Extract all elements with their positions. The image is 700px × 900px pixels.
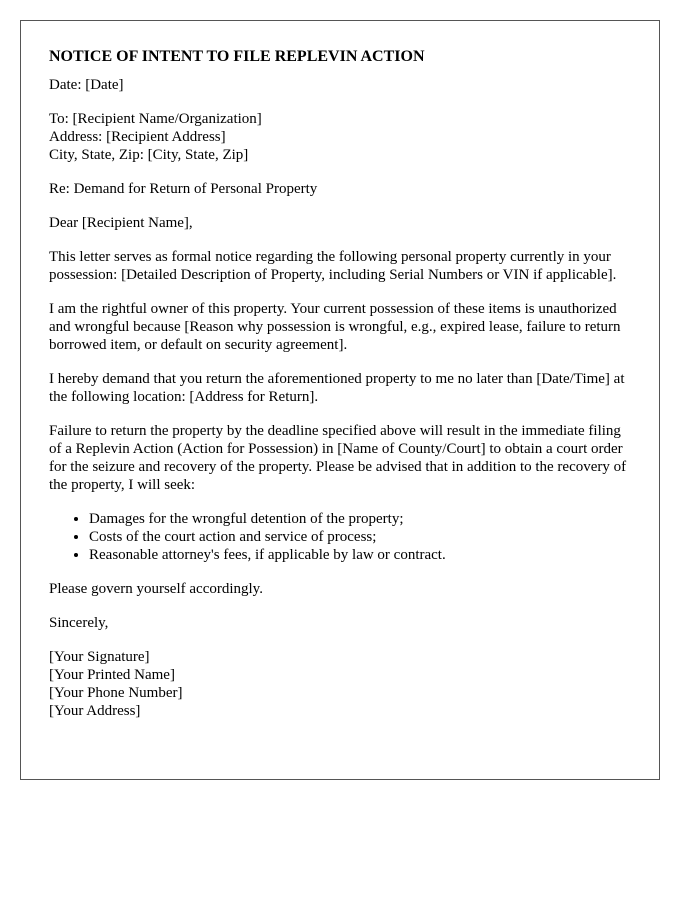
letter-title: NOTICE OF INTENT TO FILE REPLEVIN ACTION [49, 48, 425, 65]
recipient-city: City, State, Zip: [City, State, Zip] [49, 147, 249, 163]
list-item: • Damages for the wrongful detention of the property; [89, 510, 631, 528]
list-item: • Reasonable attorney's fees, if applicable by law or contract. [89, 546, 631, 564]
closing-statement: Please govern yourself accordingly. [49, 581, 263, 597]
recipient-block [49, 110, 631, 164]
letter-document [20, 20, 660, 780]
printed-name: [Your Printed Name] [49, 667, 175, 683]
subject-line: Re: Demand for Return of Personal Property [49, 181, 318, 197]
paragraph-notice: This letter serves as formal notice regarding the following personal property currently in your possession: [Detailed Description of Property, including Serial Numbers or VIN if applicable]. [49, 249, 617, 283]
remedies-list [49, 510, 631, 564]
phone-number: [Your Phone Number] [49, 685, 183, 701]
recipient-address: Address: [Recipient Address] [49, 129, 226, 145]
paragraph-ownership: I am the rightful owner of this property. Your current possession of these items is unauthorized and wrongful because [Reason why possession is wrongful, e.g., expired lease, failure to return borrowed item, or default on security agreement]. [49, 301, 621, 353]
salutation: Dear [Recipient Name], [49, 215, 193, 231]
signature: [Your Signature] [49, 649, 150, 665]
list-item: • Costs of the court action and service of process; [89, 528, 631, 546]
recipient-to: To: [Recipient Name/Organization] [49, 111, 262, 127]
paragraph-consequence: Failure to return the property by the deadline specified above will result in the immediate filing of a Replevin Action (Action for Possession) in [Name of County/Court] to obtain a court order for the seizure and recovery of the property. Please be advised that in addition to the recovery of the property, I will seek: [49, 423, 627, 493]
paragraph-demand: I hereby demand that you return the aforementioned property to me no later than [Date/Time] at the following location: [Address for Return]. [49, 371, 625, 405]
letter-date: Date: [Date] [49, 77, 124, 93]
signature-block [49, 648, 631, 720]
sender-address: [Your Address] [49, 703, 141, 719]
closing: Sincerely, [49, 615, 109, 631]
